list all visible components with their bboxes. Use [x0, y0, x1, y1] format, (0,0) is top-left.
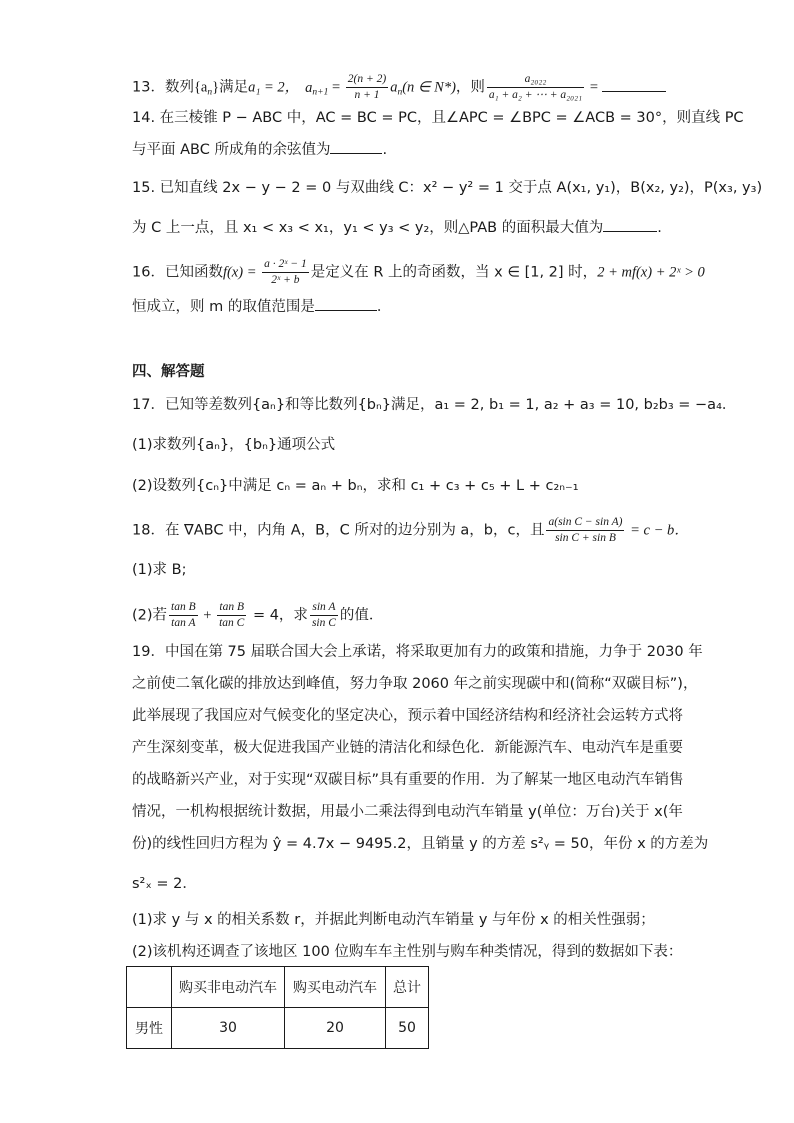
- q18-t1-num: tan B: [169, 600, 198, 616]
- q16-line2: 恒成立，则 m 的取值范围是 ．: [132, 299, 392, 315]
- table-cell: 男性: [127, 1008, 172, 1049]
- q13-seq-sub: n: [207, 87, 213, 98]
- q16-fraction: [262, 257, 309, 288]
- q18-tan-fraction-1: [169, 600, 198, 631]
- q13-rec-fraction: [346, 72, 388, 103]
- q15-answer-blank: [603, 219, 657, 232]
- q13-text-then: ，则: [455, 79, 485, 96]
- q18-frac-num: a(sin C − sin A): [546, 515, 624, 531]
- q14-line2: 与平面 ABC 所成角的余弦值为 .: [132, 142, 388, 158]
- q19-part1: (1)求 y 与 x 的相关系数 r，并据此判断电动汽车销量 y 与年份 x 的相关性强弱；: [132, 912, 655, 928]
- table-header-cell: 购买非电动汽车: [172, 967, 285, 1008]
- q13-domain: (n ∈ N*): [402, 79, 456, 96]
- q18-part2-label: (2)若: [132, 607, 168, 624]
- q18-s-den: sin C: [311, 617, 336, 629]
- q14-line2-text: 与平面 ABC 所成角的余弦值为: [132, 142, 331, 158]
- q19-line4: 产生深刻变革，极大促进我国产业链的清洁化和绿色化．新能源汽车、电动汽车是重要: [132, 740, 683, 756]
- table-header-cell: 总计: [386, 967, 429, 1008]
- q13-answer-fraction: [487, 72, 584, 103]
- q14-answer-blank: [330, 141, 382, 154]
- q18-plus: +: [199, 607, 216, 624]
- q16-fx-den: 2ˣ + b: [271, 274, 300, 286]
- table-header-cell: 购买电动汽车: [285, 967, 386, 1008]
- table-cell: 20: [285, 1008, 386, 1049]
- q19-line5: 的战略新兴产业，对于实现“双碳目标”具有重要的作用．为了解某一地区电动汽车销售: [132, 772, 684, 788]
- q13-rec-num: 2(n + 2): [346, 72, 388, 88]
- q16-fx-num: a · 2ˣ − 1: [262, 257, 309, 273]
- q13-cond: a₁ = 2，: [248, 79, 300, 96]
- q13-rec-lhs: a: [305, 79, 313, 96]
- q13-line: [132, 72, 666, 103]
- q13-rec-rhs-sub: n: [397, 87, 403, 98]
- q15-line2: 为 C 上一点，且 x₁ < x₃ < x₁，y₁ < y₃ < y₂，则△PAB 的面积最大值为 .: [132, 220, 662, 236]
- q19-part2: (2)该机构还调查了该地区 100 位购车车主性别与购车种类情况，得到的数据如下表：: [132, 944, 683, 960]
- q13-rec-rhs: a: [390, 79, 398, 96]
- q13-rec-eq: =: [328, 79, 344, 96]
- q16-line1: [132, 257, 705, 288]
- table-row: [127, 1008, 429, 1049]
- q18-part2-text: = 4，求: [248, 607, 308, 624]
- section-title: 四、解答题: [132, 364, 205, 380]
- q16-answer-blank: [315, 298, 377, 311]
- q18-t2-num: tan B: [217, 600, 246, 616]
- q18-sin-fraction: [310, 600, 338, 631]
- q13-ans-eq: =: [586, 79, 602, 96]
- q18-part1: (1)求 B;: [132, 562, 187, 578]
- q18-part2: [132, 600, 383, 631]
- q13-seq-close: }: [212, 79, 220, 96]
- q16-fx: f(x) =: [222, 264, 261, 281]
- q18-part2-end: 的值．: [339, 607, 384, 624]
- table-cell: 50: [386, 1008, 429, 1049]
- q16-inequality: 2 + mf(x) + 2ˣ > 0: [597, 264, 705, 281]
- q17-part1: (1)求数列{aₙ}，{bₙ}通项公式: [132, 437, 336, 453]
- q18-stem-end: = c − b．: [626, 522, 689, 539]
- q13-ans-den: a₁ + a₂ + ⋯ + a₂₀₂₁: [488, 89, 583, 101]
- q15-line2-text: 为 C 上一点，且 x₁ < x₃ < x₁，y₁ < y₃ < y₂，则△PAB 的面积最大值为: [132, 220, 604, 236]
- data-table: [126, 966, 429, 1049]
- q18-frac-den: sin C + sin B: [555, 532, 616, 544]
- q19-line2: 之前使二氧化碳的排放达到峰值，努力争取 2060 年之前实现碳中和(简称“双碳目标”)，: [132, 676, 698, 692]
- q19-line7: 份)的线性回归方程为 ŷ = 4.7x − 9495.2，且销量 y 的方差 s²ᵧ = 50，年份 x 的方差为: [132, 836, 709, 852]
- q19-line8: s²ₓ = 2．: [132, 876, 197, 892]
- q18-t1-den: tan A: [171, 617, 196, 629]
- q18-tan-fraction-2: [217, 600, 246, 631]
- q17-part2: (2)设数列{cₙ}中满足 cₙ = aₙ + bₙ，求和 c₁ + c₃ + c₅ + L + c₂ₙ₋₁: [132, 478, 579, 494]
- q19-line6: 情况，一机构根据统计数据，用最小二乘法得到电动汽车销量 y(单位：万台)关于 x(年: [132, 804, 683, 820]
- q18-fraction: [546, 515, 624, 546]
- q14-line1: 14. 在三棱锥 P − ABC 中，AC = BC = PC，且∠APC = ∠BPC = ∠ACB = 30°，则直线 PC: [132, 110, 744, 126]
- table-header-cell: [127, 967, 172, 1008]
- q18-stem: [132, 515, 689, 546]
- q15-line1: 15. 已知直线 2x − y − 2 = 0 与双曲线 C：x² − y² = 1 交于点 A(x₁, y₁)，B(x₂, y₂)，P(x₃, y₃): [132, 180, 763, 196]
- q16-text: 是定义在 R 上的奇函数，当 x ∈ [1, 2] 时，: [310, 264, 598, 281]
- q13-rec-lhs-sub: n+1: [312, 87, 329, 98]
- q18-stem-text: 18．在 ∇ABC 中，内角 A，B，C 所对的边分别为 a，b，c，且: [132, 522, 545, 539]
- q18-s-num: sin A: [310, 600, 338, 616]
- table-header-row: [127, 967, 429, 1008]
- q16-line2-text: 恒成立，则 m 的取值范围是: [132, 299, 315, 315]
- q13-text: 满足: [219, 79, 249, 96]
- q13-seq: {a: [193, 79, 208, 96]
- q13-ans-num: a₂₀₂₂: [487, 72, 584, 88]
- q19-line3: 此举展现了我国应对气候变化的坚定决心，预示着中国经济结构和经济社会运转方式将: [132, 708, 683, 724]
- q18-t2-den: tan C: [219, 617, 245, 629]
- q19-line1: 19．中国在第 75 届联合国大会上承诺，将采取更加有力的政策和措施，力争于 2030 年: [132, 644, 703, 660]
- table-cell: 30: [172, 1008, 285, 1049]
- q13-answer-blank: [602, 79, 666, 92]
- q13-rec-den: n + 1: [354, 89, 380, 101]
- q13-label: 13．数列: [132, 79, 194, 96]
- q16-label: 16．已知函数: [132, 264, 223, 281]
- q17-stem: 17．已知等差数列{aₙ}和等比数列{bₙ}满足，a₁ = 2, b₁ = 1, a₂ + a₃ = 10, b₂b₃ = −a₄．: [132, 397, 737, 413]
